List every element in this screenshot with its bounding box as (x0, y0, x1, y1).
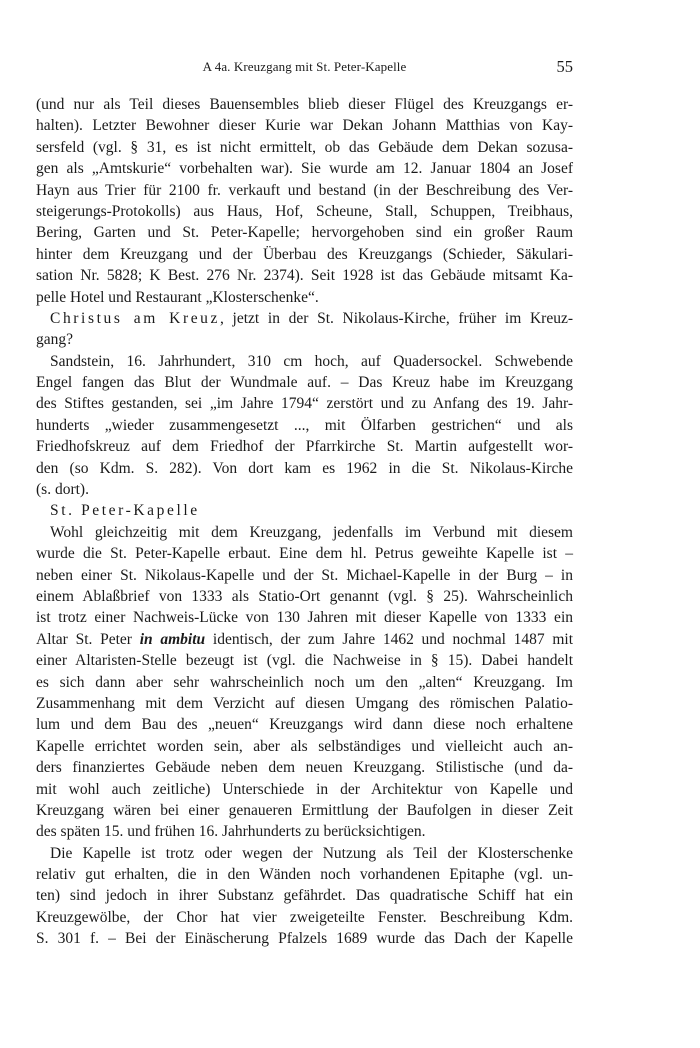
text-line: Hayn aus Trier für 2100 fr. verkauft und bestand (in der Beschreibung des Ver- (36, 181, 573, 199)
main-text (36, 94, 573, 950)
running-head: A 4a. Kreuzgang mit St. Peter-Kapelle (202, 59, 407, 74)
text-line: ten) sind jedoch in ihrer Substanz gefährdet. Das quadratische Schiff hat ein (36, 887, 573, 905)
text-line: sersfeld (vgl. § 31, es ist nicht ermittelt, ob das Gebäude dem Dekan sozusa- (36, 138, 573, 156)
text-line: einer Altaristen-Stelle bezeugt ist (vgl. die Nachweise in § 15). Dabei handelt (36, 652, 573, 670)
text-line: gang? (36, 331, 74, 349)
page-number: 55 (556, 57, 573, 76)
text-line: Kreuzgang wären bei einer genaueren Ermittlung der Baufolgen in dieser Zeit (36, 801, 573, 819)
page-header (36, 57, 573, 79)
text-line: ist trotz einer Nachweis-Lücke von 130 Jahren mit dieser Kapelle von 1333 ein (36, 609, 573, 627)
text-line (36, 629, 573, 650)
text-line: steigerungs-Protokolls) aus Haus, Hof, Scheune, Stall, Schuppen, Treibhaus, (36, 202, 573, 220)
text-line: Friedhofskreuz auf dem Friedhof der Pfarrkirche St. Martin aufgestellt wor- (36, 438, 573, 456)
text-line: lum und dem Bau des „neuen“ Kreuzgangs wird dann diese noch erhaltene (36, 716, 573, 734)
text-line: relativ gut erhalten, die in den Wänden noch vorhandenen Epitaphe (vgl. un- (36, 866, 573, 884)
text-line: Engel fangen das Blut der Wundmale auf. – Das Kreuz habe im Kreuzgang (36, 374, 573, 392)
text-line: einem Ablaßbrief von 1333 als Statio-Ort genannt (vgl. § 25). Wahrscheinlich (36, 587, 573, 605)
text-line: hunderts „wieder zusammengesetzt ..., mit Ölfarben gestrichen“ und als (36, 416, 573, 434)
text-line: halten). Letzter Bewohner dieser Kurie war Dekan Johann Matthias von Kay- (36, 117, 573, 135)
text-line: neben einer St. Nikolaus-Kapelle und der St. Michael-Kapelle in der Burg – in (36, 566, 573, 584)
text-run: , jetzt in der St. Nikolaus-Kirche, früher im Kreuz- (220, 309, 573, 327)
section-heading: Christus am Kreuz (50, 309, 221, 327)
text-line: Kreuzgewölbe, der Chor hat vier zweigeteilte Fenster. Beschreibung Kdm. (36, 908, 573, 926)
text-line: Wohl gleichzeitig mit dem Kreuzgang, jedenfalls im Verbund mit diesem (50, 523, 573, 541)
text-line: S. 301 f. – Bei der Einäscherung Pfalzels 1689 wurde das Dach der Kapelle (36, 930, 573, 948)
latin-term: in ambitu (139, 630, 206, 648)
text-line: gen als „Amtskurie“ vorbehalten war). Sie wurde am 12. Januar 1804 an Josef (36, 160, 573, 178)
text-run: identisch, der zum Jahre 1462 und nochmal 1487 mit (205, 630, 574, 648)
text-line: Die Kapelle ist trotz oder wegen der Nutzung als Teil der Klosterschenke (50, 844, 573, 862)
text-line: des späten 15. und frühen 16. Jahrhunderts zu berücksichtigen. (36, 823, 426, 841)
text-line: pelle Hotel und Restaurant „Klosterschenke“. (36, 288, 319, 306)
text-line: wurde die St. Peter-Kapelle erbaut. Eine dem hl. Petrus geweihte Kapelle ist – (36, 545, 573, 563)
text-line: mit wohl auch zeitliche) Unterschiede in der Architektur von Kapelle und (36, 780, 573, 798)
text-line: hinter dem Kreuzgang und der Überbau des Kreuzgangs (Schieder, Säkulari- (36, 245, 573, 263)
text-line: den (so Kdm. S. 282). Von dort kam es 1962 in die St. Nikolaus-Kirche (36, 459, 573, 477)
text-line: (und nur als Teil dieses Bauensembles blieb dieser Flügel des Kreuzgangs er- (36, 96, 573, 113)
text-line (36, 308, 573, 329)
text-line: Kapelle errichtet worden sein, aber als selbständiges und vielleicht auch an- (36, 737, 573, 755)
section-heading: St. Peter-Kapelle (50, 502, 200, 520)
text-run: Altar St. Peter (36, 630, 132, 648)
text-line: (s. dort). (36, 481, 89, 499)
text-line (36, 500, 573, 521)
text-line: sation Nr. 5828; K Best. 276 Nr. 2374). Seit 1928 ist das Gebäude mitsamt Ka- (36, 267, 573, 285)
text-line: es sich dann aber sehr wahrscheinlich noch um den „alten“ Kreuzgang. Im (36, 673, 573, 691)
text-line: Bering, Garten und St. Peter-Kapelle; hervorgehoben sind ein großer Raum (36, 224, 573, 242)
text-line: Sandstein, 16. Jahrhundert, 310 cm hoch, auf Quadersockel. Schwebende (50, 352, 573, 370)
text-line: Zusammenhang mit dem Verzicht auf diesen Umgang des römischen Palatio- (36, 694, 573, 712)
text-line: des Stiftes gestanden, sei „im Jahre 1794“ zerstört und zu Anfang des 19. Jahr- (36, 395, 573, 413)
text-line: ders finanziertes Gebäude neben dem neuen Kreuzgang. Stilistische (und da- (36, 759, 573, 777)
